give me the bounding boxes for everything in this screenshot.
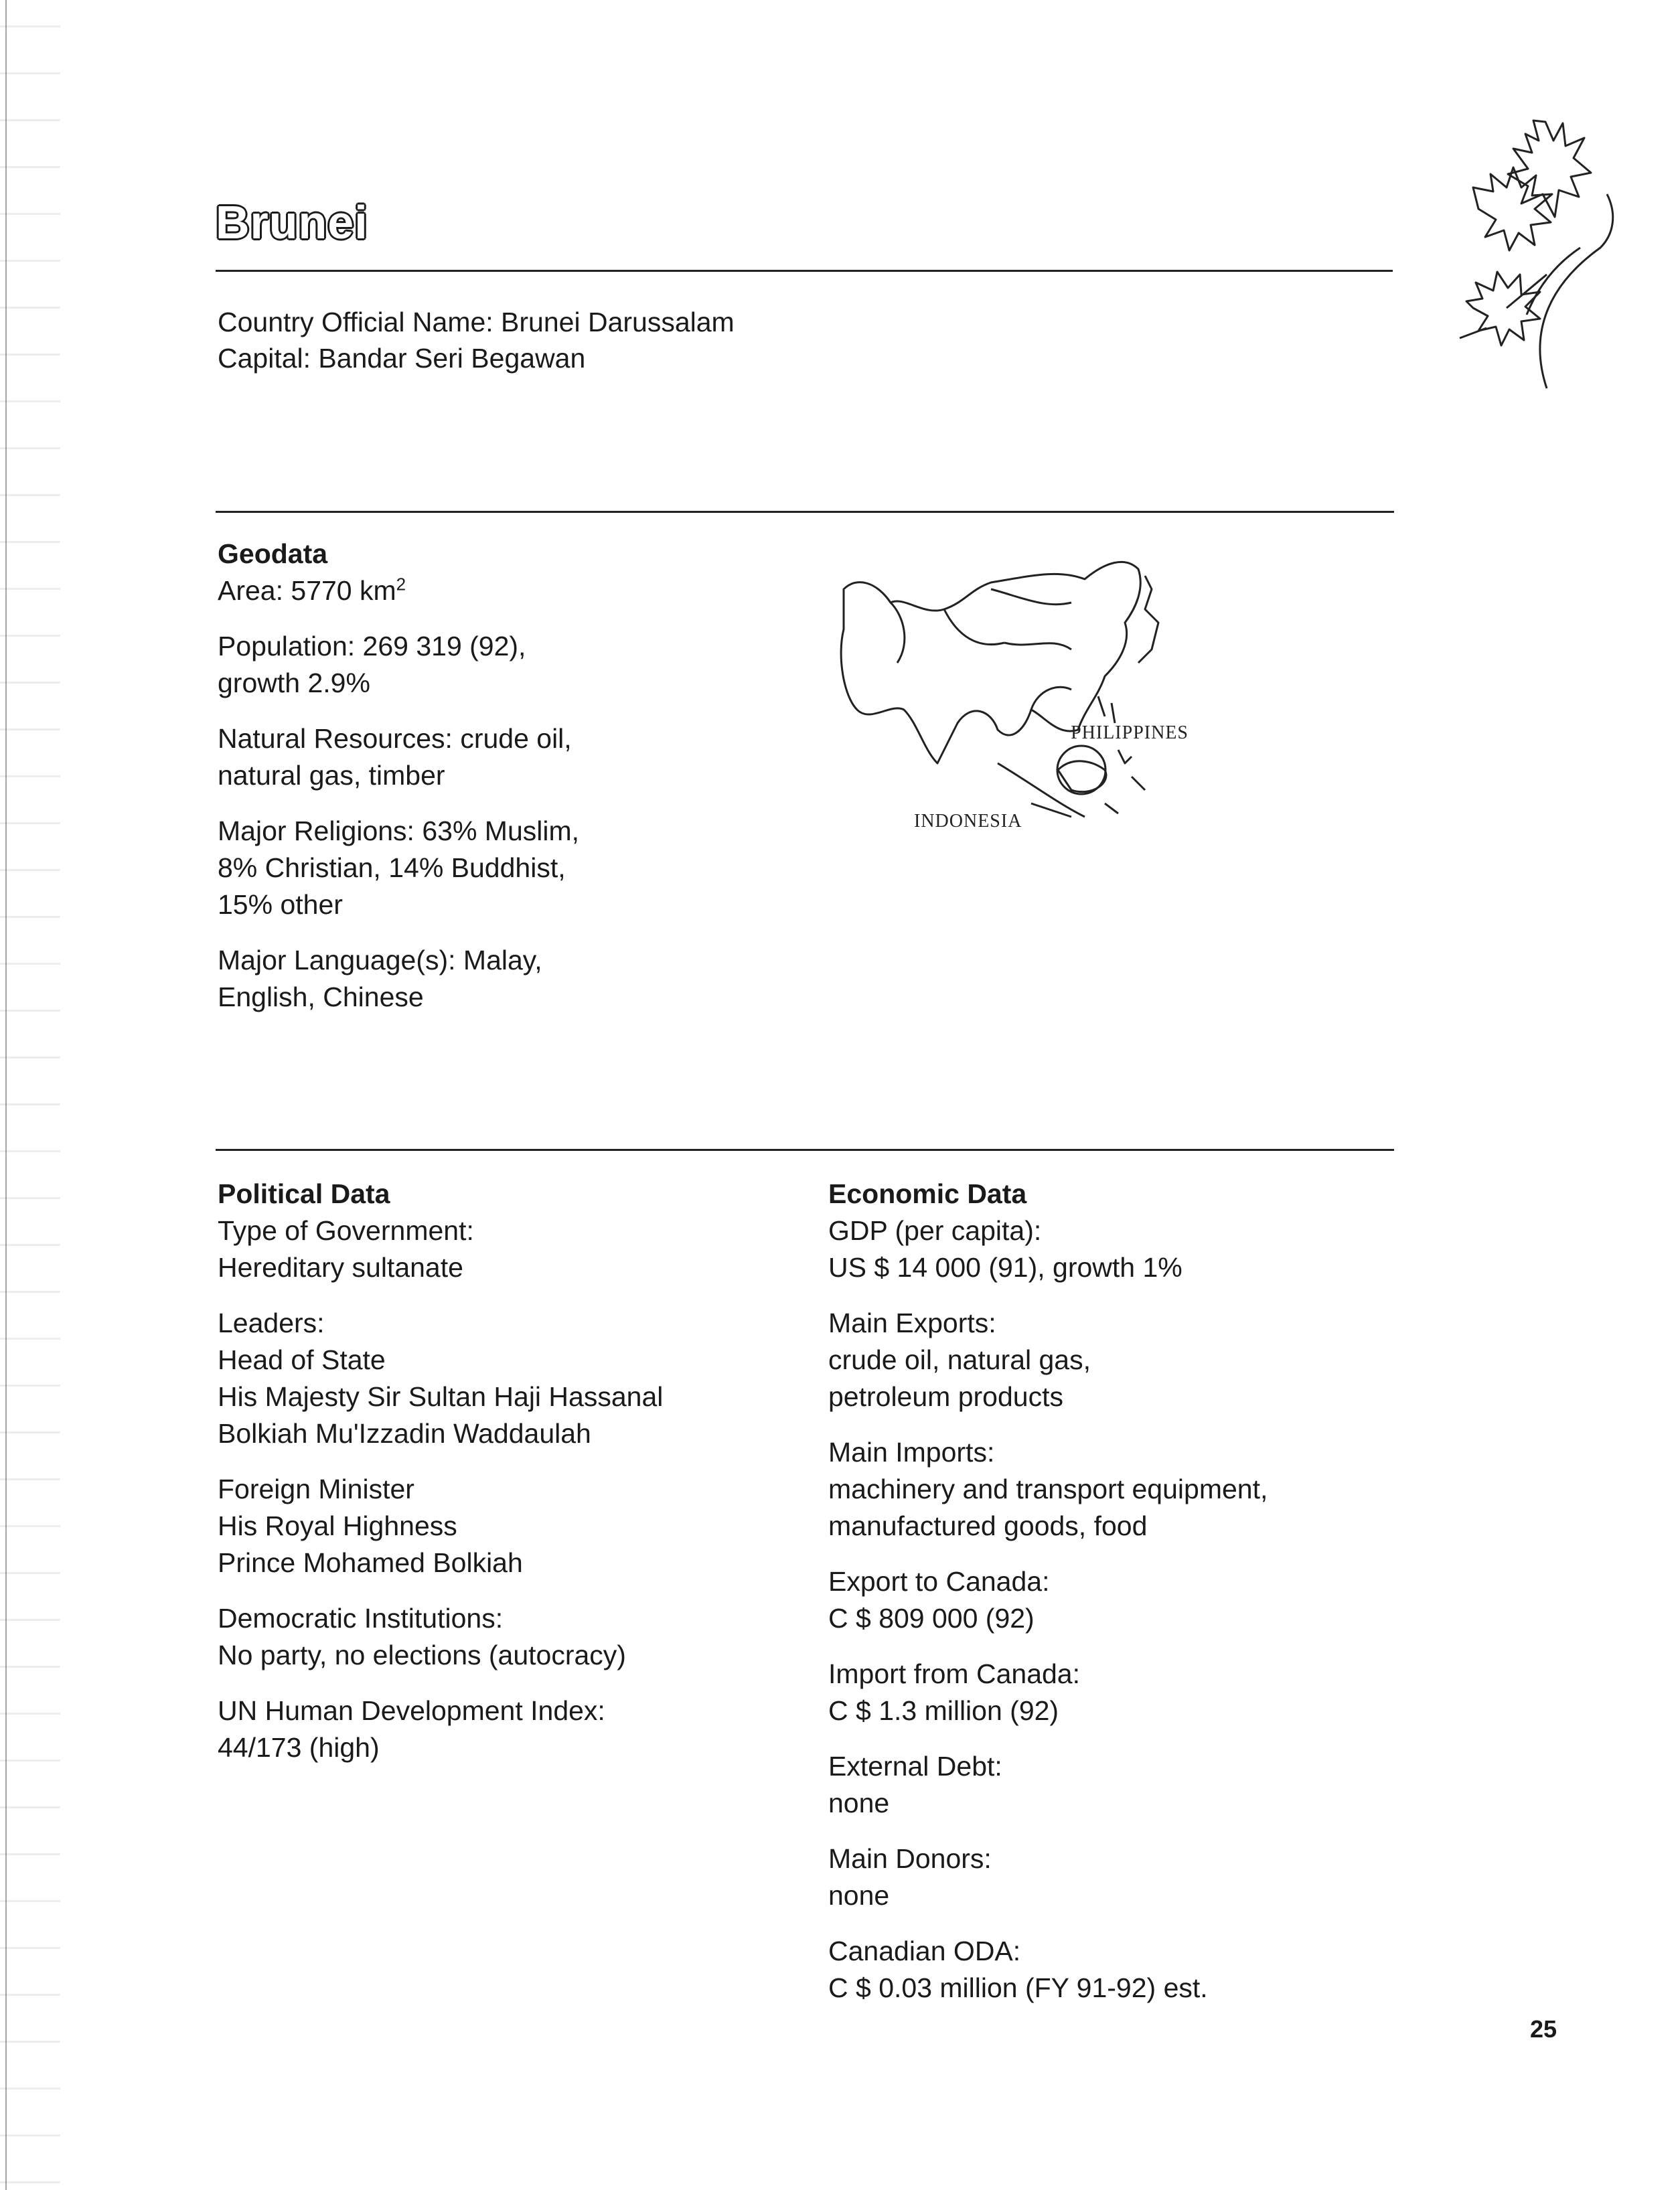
political-heading: Political Data bbox=[218, 1178, 390, 1209]
page-title: Brunei bbox=[216, 196, 368, 248]
oda-line: C $ 0.03 million (FY 91-92) est. bbox=[828, 1972, 1208, 2003]
geodata-heading: Geodata bbox=[218, 538, 328, 569]
institutions-line: Democratic Institutions: bbox=[218, 1603, 504, 1634]
export-to-canada bbox=[828, 1563, 1268, 1637]
leaders bbox=[218, 1305, 663, 1452]
donors-line: Main Donors: bbox=[828, 1843, 992, 1874]
population-line: Population: 269 319 (92), bbox=[218, 631, 526, 661]
import-canada-line: C $ 1.3 million (92) bbox=[828, 1695, 1059, 1726]
title-divider bbox=[216, 270, 1393, 272]
oda-line: Canadian ODA: bbox=[828, 1936, 1021, 1966]
export-canada-line: C $ 809 000 (92) bbox=[828, 1603, 1035, 1634]
capital: Capital: Bandar Seri Begawan bbox=[218, 343, 586, 374]
area-value: Area: 5770 km bbox=[218, 575, 396, 606]
exports-line: Main Exports: bbox=[828, 1308, 996, 1338]
external-debt-line: none bbox=[828, 1788, 890, 1818]
religions-line: 8% Christian, 14% Buddhist, bbox=[218, 852, 566, 883]
external-debt bbox=[828, 1748, 1268, 1822]
section-divider-data bbox=[216, 1149, 1394, 1151]
human-development-index bbox=[218, 1693, 663, 1766]
institutions-line: No party, no elections (autocracy) bbox=[218, 1640, 626, 1670]
religions-line: 15% other bbox=[218, 889, 343, 920]
maple-leaf-icon bbox=[1446, 107, 1620, 395]
canadian-oda bbox=[828, 1933, 1268, 2007]
scan-edge-line bbox=[5, 0, 7, 2190]
economic-heading: Economic Data bbox=[828, 1178, 1027, 1209]
imports-line: Main Imports: bbox=[828, 1437, 995, 1468]
natural-resources bbox=[218, 720, 579, 794]
exports-line: petroleum products bbox=[828, 1381, 1063, 1412]
democratic-institutions bbox=[218, 1600, 663, 1674]
import-canada-line: Import from Canada: bbox=[828, 1658, 1080, 1689]
asia-locator-map bbox=[830, 549, 1192, 844]
foreign-minister-line: His Royal Highness bbox=[218, 1510, 457, 1541]
main-donors bbox=[828, 1841, 1268, 1914]
government-line: Hereditary sultanate bbox=[218, 1252, 463, 1283]
languages-line: English, Chinese bbox=[218, 982, 424, 1012]
government-line: Type of Government: bbox=[218, 1215, 474, 1246]
economic-section bbox=[828, 1176, 1268, 2025]
imports-line: machinery and transport equipment, bbox=[828, 1474, 1268, 1504]
area-unit-superscript: 2 bbox=[396, 574, 406, 595]
gdp bbox=[828, 1213, 1268, 1286]
gdp-line: GDP (per capita): bbox=[828, 1215, 1042, 1246]
map-label-indonesia: INDONESIA bbox=[914, 811, 1022, 832]
foreign-minister-line: Foreign Minister bbox=[218, 1474, 414, 1504]
donors-line: none bbox=[828, 1880, 890, 1911]
external-debt-line: External Debt: bbox=[828, 1751, 1002, 1782]
official-name: Country Official Name: Brunei Darussalam bbox=[218, 307, 735, 337]
political-section bbox=[218, 1176, 663, 1785]
main-exports bbox=[828, 1305, 1268, 1415]
map-label-philippines: PHILIPPINES bbox=[1071, 722, 1189, 743]
area bbox=[218, 572, 579, 609]
major-languages bbox=[218, 942, 579, 1016]
gdp-line: US $ 14 000 (91), growth 1% bbox=[828, 1252, 1182, 1283]
leaders-line: His Majesty Sir Sultan Haji Hassanal bbox=[218, 1381, 664, 1412]
government-type bbox=[218, 1213, 663, 1286]
main-imports bbox=[828, 1434, 1268, 1545]
leaders-line: Leaders: bbox=[218, 1308, 325, 1338]
geodata-section bbox=[218, 536, 579, 1034]
languages-line: Major Language(s): Malay, bbox=[218, 945, 542, 975]
foreign-minister bbox=[218, 1471, 663, 1581]
religions-line: Major Religions: 63% Muslim, bbox=[218, 815, 580, 846]
page-number: 25 bbox=[1530, 2015, 1557, 2043]
section-divider-geodata bbox=[216, 511, 1394, 513]
export-canada-line: Export to Canada: bbox=[828, 1566, 1050, 1597]
import-from-canada bbox=[828, 1656, 1268, 1729]
major-religions bbox=[218, 813, 579, 923]
exports-line: crude oil, natural gas, bbox=[828, 1344, 1091, 1375]
population bbox=[218, 628, 579, 702]
scan-edge-artifact bbox=[0, 0, 60, 2190]
leaders-line: Bolkiah Mu'Izzadin Waddaulah bbox=[218, 1418, 591, 1449]
imports-line: manufactured goods, food bbox=[828, 1510, 1148, 1541]
population-line: growth 2.9% bbox=[218, 668, 370, 698]
leaders-line: Head of State bbox=[218, 1344, 386, 1375]
hdi-line: 44/173 (high) bbox=[218, 1732, 380, 1763]
resources-line: natural gas, timber bbox=[218, 760, 445, 791]
hdi-line: UN Human Development Index: bbox=[218, 1695, 605, 1726]
resources-line: Natural Resources: crude oil, bbox=[218, 723, 572, 754]
foreign-minister-line: Prince Mohamed Bolkiah bbox=[218, 1547, 523, 1578]
